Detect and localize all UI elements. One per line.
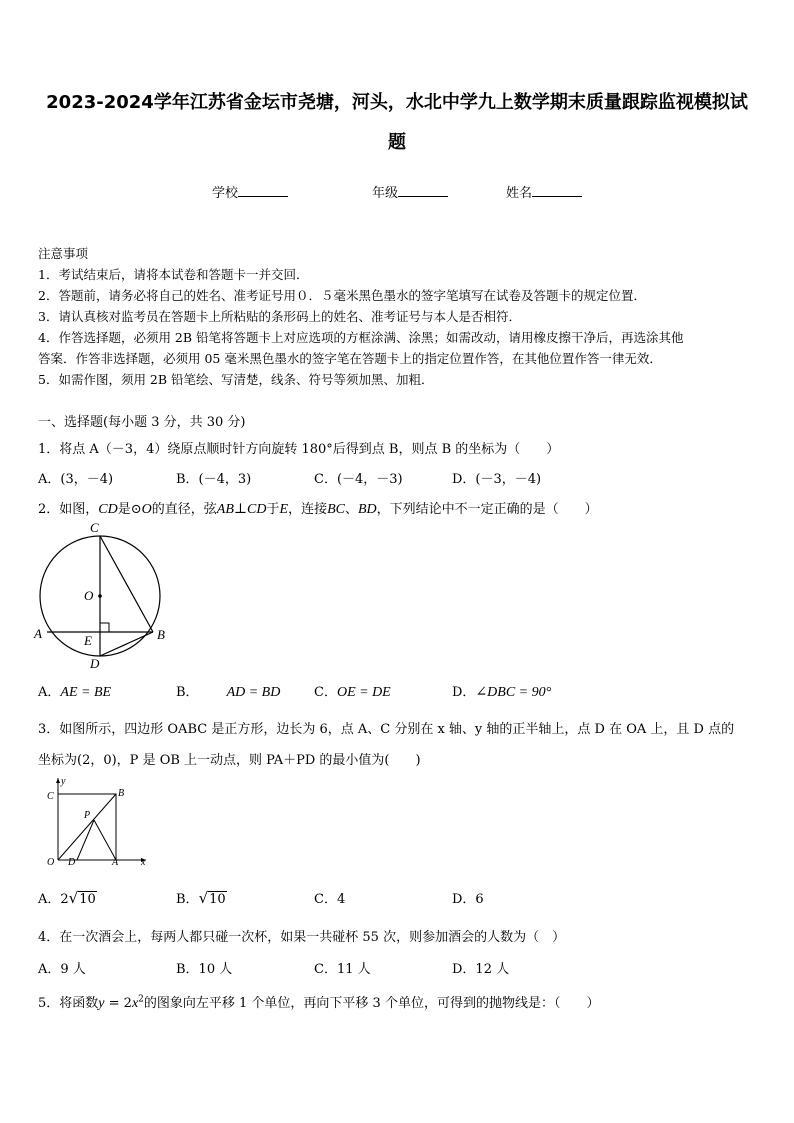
question-3-stem-2: 坐标为(2，0)，P 是 OB 上一动点，则 PA＋PD 的最小值为( ) bbox=[38, 753, 421, 768]
segment-bd bbox=[100, 632, 153, 656]
label-d: D bbox=[68, 857, 76, 868]
label-a: A bbox=[112, 857, 119, 868]
label-c: C bbox=[47, 791, 54, 802]
label-o: O bbox=[84, 588, 94, 603]
label-d: D bbox=[90, 656, 100, 671]
q3-option-b bbox=[176, 888, 227, 907]
q2-text: ，连接 bbox=[288, 502, 328, 517]
school-blank bbox=[238, 184, 288, 197]
sqrt-symbol: √ bbox=[68, 889, 79, 907]
q5-math: x bbox=[131, 996, 139, 1011]
q2-option-b bbox=[176, 681, 280, 701]
option-math: ∠DBC = 90° bbox=[475, 685, 552, 700]
note-item: 1．考试结束后，请将本试卷和答题卡一并交回． bbox=[38, 267, 309, 282]
segment-bc bbox=[100, 536, 153, 632]
q2-text: 的直径，弦 bbox=[151, 502, 217, 517]
option-label: A． bbox=[38, 892, 61, 907]
q1-option-a: A．(3，－4) bbox=[38, 472, 114, 487]
q2-text: 于 bbox=[266, 502, 280, 517]
q2-math: CD bbox=[98, 502, 118, 517]
q4-option-a: A．9 人 bbox=[38, 962, 86, 977]
note-item: 5．如需作图，须用 2B 铅笔绘、写清楚，线条、符号等须加黑、加粗． bbox=[38, 372, 434, 387]
option-label: B． bbox=[176, 892, 199, 907]
q2-math: O bbox=[141, 502, 152, 517]
page-title-line1: 2023-2024学年江苏省金坛市尧塘，河头，水北中学九上数学期末质量跟踪监视模拟试 bbox=[46, 92, 748, 113]
label-o: O bbox=[47, 857, 55, 868]
option-label: C． bbox=[314, 685, 337, 700]
option-radicand: 10 bbox=[209, 892, 226, 907]
option-radicand: 10 bbox=[79, 892, 96, 907]
q5-math: = 2 bbox=[104, 996, 132, 1011]
q5-exponent: 2 bbox=[138, 994, 144, 1005]
name-label: 姓名 bbox=[506, 186, 533, 201]
q2-math: BD bbox=[358, 502, 377, 517]
right-angle-mark bbox=[100, 623, 109, 632]
q2-option-c bbox=[314, 681, 391, 701]
option-coef: 2 bbox=[60, 892, 69, 907]
label-e: E bbox=[84, 633, 92, 648]
question-4-stem: 4．在一次酒会上，每两人都只碰一次杯，如果一共碰杯 55 次，则参加酒会的人数为（ ） bbox=[38, 930, 566, 945]
q1-option-d: D．(－3，－4) bbox=[452, 472, 542, 487]
option-math: AE = BE bbox=[60, 685, 112, 700]
q1-option-c: C．(－4，－3) bbox=[314, 472, 403, 487]
grade-field bbox=[372, 182, 448, 201]
q5-math: y bbox=[98, 996, 105, 1011]
note-item: 2．答题前，请务必将自己的姓名、准考证号用０．５毫米黑色墨水的签字笔填写在试卷及答题卡的规定位置． bbox=[38, 288, 646, 303]
q5-text: 的图象向左平移 1 个单位，再向下平移 3 个单位，可得到的抛物线是：（ ） bbox=[143, 996, 600, 1011]
option-math: OE = DE bbox=[336, 685, 391, 700]
sqrt-symbol: √ bbox=[198, 889, 209, 907]
label-c: C bbox=[90, 520, 99, 535]
label-p: P bbox=[84, 810, 91, 821]
q2-math: BC bbox=[327, 502, 345, 517]
q4-option-c: C．11 人 bbox=[314, 962, 371, 977]
y-axis-arrow bbox=[56, 778, 60, 783]
label-a: A bbox=[34, 626, 42, 641]
question-3-stem-1: 3．如图所示，四边形 OABC 是正方形，边长为 6，点 A、C 分别在 x 轴、y 轴的正半轴上，点 D 在 OA 上，且 D 点的 bbox=[38, 722, 735, 737]
question-5-stem bbox=[38, 992, 599, 1012]
arc-equation: AD = BD bbox=[226, 685, 281, 700]
q2-math: AB⊥CD bbox=[216, 502, 267, 517]
q2-option-a bbox=[38, 681, 111, 701]
q2-option-d bbox=[452, 681, 551, 701]
grade-label: 年级 bbox=[372, 186, 399, 201]
notes-heading: 注意事项 bbox=[38, 246, 89, 261]
q2-math: E bbox=[279, 502, 289, 517]
q2-text: 2．如图， bbox=[38, 502, 99, 517]
q4-option-b: B．10 人 bbox=[176, 962, 233, 977]
section-heading: 一、选择题(每小题 3 分，共 30 分) bbox=[38, 415, 246, 430]
q4-option-d: D．12 人 bbox=[452, 962, 510, 977]
q2-circle-figure bbox=[30, 520, 180, 672]
school-label: 学校 bbox=[212, 186, 239, 201]
question-2-stem bbox=[38, 498, 598, 518]
label-y: y bbox=[61, 776, 66, 787]
center-dot bbox=[98, 594, 102, 598]
q2-text: ，下列结论中不一定正确的是（ ） bbox=[376, 502, 598, 517]
name-field bbox=[506, 182, 582, 201]
option-label: D． bbox=[452, 685, 476, 700]
q2-text: 、 bbox=[344, 502, 358, 517]
page-title-line2: 题 bbox=[388, 132, 406, 153]
segment-pd bbox=[77, 820, 94, 860]
school-field bbox=[212, 182, 288, 201]
q3-option-a bbox=[38, 888, 97, 907]
q3-option-d: D．6 bbox=[452, 892, 484, 907]
q3-square-figure bbox=[38, 772, 158, 870]
segment-pa bbox=[94, 820, 116, 860]
q2-text: 是⊙ bbox=[117, 502, 142, 517]
label-b: B bbox=[118, 788, 125, 799]
q3-option-c: C．4 bbox=[314, 892, 346, 907]
name-blank bbox=[532, 184, 582, 197]
note-item: 3．请认真核对监考员在答题卡上所粘贴的条形码上的姓名、准考证号与本人是否相符． bbox=[38, 309, 521, 324]
option-label: B． bbox=[176, 685, 199, 700]
label-b: B bbox=[157, 627, 165, 642]
q5-text: 5．将函数 bbox=[38, 996, 99, 1011]
grade-blank bbox=[398, 184, 448, 197]
q1-option-b: B．(－4，3) bbox=[176, 472, 252, 487]
note-item: 4．作答选择题，必须用 2B 铅笔将答题卡上对应选项的方框涂满、涂黑；如需改动，请用橡皮擦干净后，再选涂其他 bbox=[38, 330, 684, 345]
diagonal-ob bbox=[58, 794, 116, 860]
option-math bbox=[199, 683, 281, 701]
note-item: 答案．作答非选择题，必须用 05 毫米黑色墨水的签字笔在答题卡上的指定位置作答，在其他位置作答一律无效． bbox=[38, 351, 662, 366]
label-x: x bbox=[141, 857, 146, 868]
question-1-stem: 1．将点 A（－3，4）绕原点顺时针方向旋转 180°后得到点 B，则点 B 的坐标为（ ） bbox=[38, 442, 560, 457]
option-label: A． bbox=[38, 685, 61, 700]
